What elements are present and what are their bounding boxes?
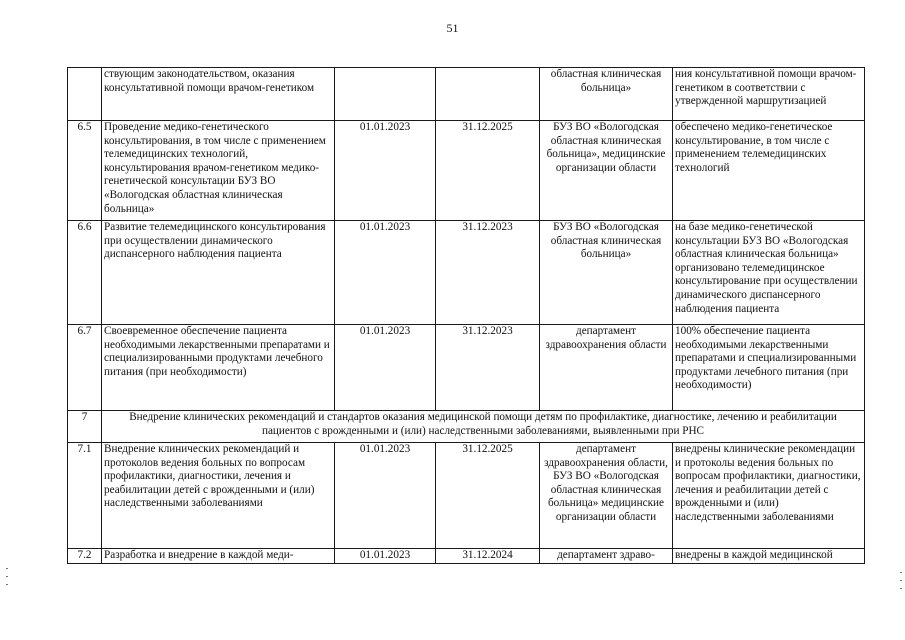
- row-number: 7.2: [68, 549, 102, 564]
- responsible-party: областная клиническая больница»: [540, 68, 673, 121]
- activity-plan-table: [67, 67, 865, 564]
- start-date: 01.01.2023: [335, 325, 436, 411]
- margin-mark: [900, 580, 902, 581]
- end-date: [436, 68, 540, 121]
- start-date: [335, 68, 436, 121]
- expected-result: внедрены в каждой медицинской: [673, 549, 865, 564]
- expected-result: внедрены клинические рекомендации и протоколы ведения больных по вопросам профилактики, диагностики, лечения и реабилитации детей с врожденными и (или) наследственными заболеваниями: [673, 443, 865, 549]
- responsible-party: департамент здравоохранения области, БУЗ ВО «Вологодская областная клиническая больница» медицинские организации области: [540, 443, 673, 549]
- margin-mark: [6, 568, 8, 569]
- start-date: 01.01.2023: [335, 549, 436, 564]
- margin-mark: [900, 572, 902, 573]
- margin-mark: [6, 576, 8, 577]
- activity-name: Проведение медико-генетического консультирования, в том числе с применением телемедицинских технологий, консультирования врачом-генетиком медико-генетической консультации БУЗ ВО «Вологодская областная клиническая больница»: [102, 121, 335, 221]
- section-number: 7: [68, 411, 102, 443]
- row-number: 6.7: [68, 325, 102, 411]
- responsible-party: БУЗ ВО «Вологодская областная клиническая больница», медицинские организации области: [540, 121, 673, 221]
- table-row: [68, 68, 865, 121]
- expected-result: на базе медико-генетической консультации БУЗ ВО «Вологодская областная клиническая больница» организовано телемедицинское консультирование при осуществлении динамического диспансерного наблюдения пациента: [673, 221, 865, 325]
- responsible-party: департамент здраво-: [540, 549, 673, 564]
- table-row: [68, 443, 865, 549]
- activity-name: Своевременное обеспечение пациента необходимыми лекарственными препаратами и специализированными продуктами лечебного питания (при необходимости): [102, 325, 335, 411]
- row-number: 7.1: [68, 443, 102, 549]
- table-row: [68, 549, 865, 564]
- activity-name: Внедрение клинических рекомендаций и протоколов ведения больных по вопросам профилактики, диагностики, лечения и реабилитации детей с врожденными и (или) наследственными заболеваниями: [102, 443, 335, 549]
- responsible-party: департамент здравоохранения области: [540, 325, 673, 411]
- expected-result: 100% обеспечение пациента необходимыми лекарственными препаратами и специализированными продуктами лечебного питания (при необходимости): [673, 325, 865, 411]
- activity-name: Разработка и внедрение в каждой меди-: [102, 549, 335, 564]
- end-date: 31.12.2025: [436, 121, 540, 221]
- start-date: 01.01.2023: [335, 443, 436, 549]
- expected-result: обеспечено медико-генетическое консультирование, в том числе с применением телемедицинских технологий: [673, 121, 865, 221]
- end-date: 31.12.2023: [436, 325, 540, 411]
- page-number: 51: [446, 21, 459, 35]
- row-number: 6.5: [68, 121, 102, 221]
- row-number: 6.6: [68, 221, 102, 325]
- end-date: 31.12.2023: [436, 221, 540, 325]
- start-date: 01.01.2023: [335, 221, 436, 325]
- start-date: 01.01.2023: [335, 121, 436, 221]
- end-date: 31.12.2025: [436, 443, 540, 549]
- activity-name: Развитие телемедицинского консультирования при осуществлении динамического диспансерного наблюдения пациента: [102, 221, 335, 325]
- table-row: [68, 325, 865, 411]
- responsible-party: БУЗ ВО «Вологодская областная клиническая больница»: [540, 221, 673, 325]
- table-row: [68, 221, 865, 325]
- row-number: [68, 68, 102, 121]
- margin-mark: [900, 588, 902, 589]
- section-title: Внедрение клинических рекомендаций и стандартов оказания медицинской помощи детям по профилактике, диагностике, лечению и реабилитации пациентов с врожденными и (или) наследственными заболеваниями, выявленными при РНС: [102, 411, 865, 443]
- end-date: 31.12.2024: [436, 549, 540, 564]
- activity-name: ствующим законодательством, оказания консультативной помощи врачом-генетиком: [102, 68, 335, 121]
- expected-result: ния консультативной помощи врачом-генетиком в соответствии с утвержденной маршрутизацией: [673, 68, 865, 121]
- table-row: [68, 121, 865, 221]
- section-row: [68, 411, 865, 443]
- margin-mark: [6, 584, 8, 585]
